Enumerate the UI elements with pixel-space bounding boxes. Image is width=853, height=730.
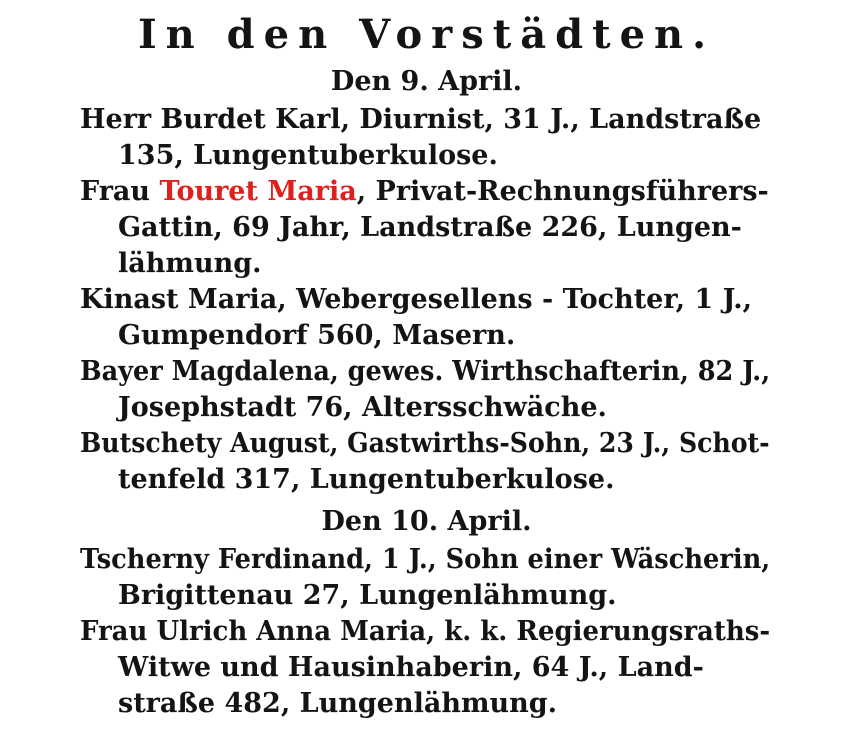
date-heading-10-april: Den 10. April. [321, 506, 532, 537]
entry-kinast-line-2: Gumpendorf 560, Masern. [118, 320, 516, 351]
entry-burdet-line-1: Herr Burdet Karl, Diurnist, 31 J., Landstraße [80, 104, 762, 135]
entry-touret-line-2: Gattin, 69 Jahr, Landstraße 226, Lungen- [118, 212, 742, 243]
entry-tscherny-line-2: Brigittenau 27, Lungenlähmung. [118, 580, 617, 611]
entry-touret-first-rest: , Privat-Rechnungsführers- [356, 176, 769, 207]
entry-bayer-line-1: Bayer Magdalena, gewes. Wirthschafterin, 82 J., [80, 356, 771, 387]
entry-butschety-line-2: tenfeld 317, Lungentuberkulose. [118, 464, 615, 495]
entry-touret-prefix: Frau [80, 176, 160, 207]
entry-tscherny-line-1: Tscherny Ferdinand, 1 J., Sohn einer Wäscherin, [80, 544, 771, 575]
entry-burdet-line-2: 135, Lungentuberkulose. [118, 140, 498, 171]
entry-ulrich-line-2: Witwe und Hausinhaberin, 64 J., Land- [118, 652, 704, 683]
section-heading: In den Vorstädten. [137, 11, 716, 58]
entry-kinast-line-1: Kinast Maria, Webergesellens - Tochter, 1 J., [80, 284, 753, 315]
entry-ulrich-line-1: Frau Ulrich Anna Maria, k. k. Regierungsraths- [80, 616, 771, 647]
date-heading-9-april: Den 9. April. [330, 66, 523, 97]
entry-ulrich-line-3: straße 482, Lungenlähmung. [118, 688, 558, 719]
entry-bayer-line-2: Josephstadt 76, Altersschwäche. [118, 392, 607, 423]
entry-touret-line-1 [80, 176, 769, 208]
entry-butschety-line-1: Butschety August, Gastwirths-Sohn, 23 J., Schot- [80, 428, 770, 459]
entry-touret-line-3: lähmung. [118, 248, 262, 279]
highlighted-name: Touret Maria [159, 176, 357, 207]
